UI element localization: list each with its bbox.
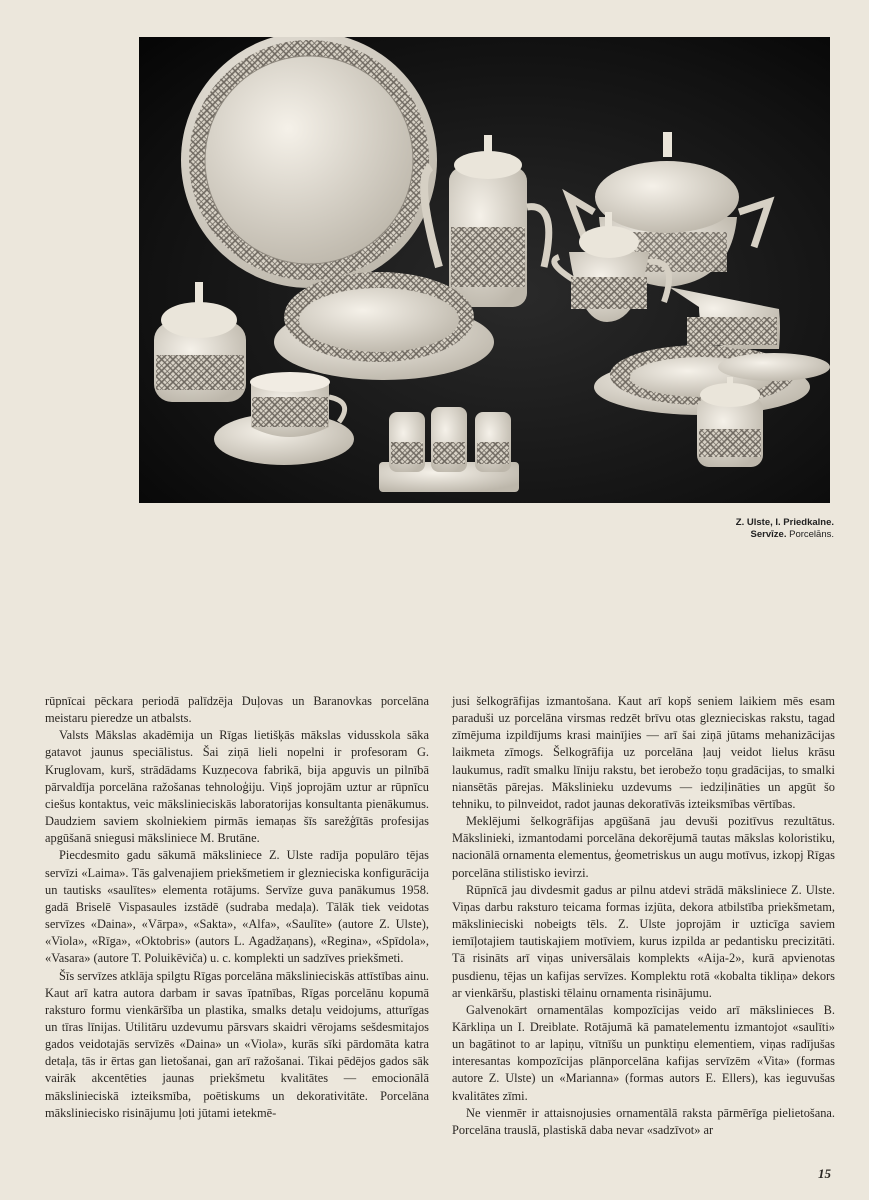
paragraph: Galvenokārt ornamentālas kompozīcijas veido arī mākslinieces B. Kārkliņa un I. Dreiblate. Rotājumā kā pamatelementu izmantojot «saulīti» un bagātinot to ar lapiņu, vītnīšu un punktiņu elementiem, viņas radījušas interesantas kompozīcijas plānporcelāna kafijas servīzēm «Vita» (formas autore Z. Ulste) un «Marianna» (formas autors E. Ellers), kas ieguvušas kvalitātes zīmi. (452, 1002, 835, 1103)
caption-authors: Z. Ulste, I. Priedkalne. (735, 517, 834, 528)
porcelain-service-photo (139, 37, 830, 503)
coffee-pot (424, 135, 549, 307)
photo-caption (614, 517, 834, 541)
caption-material: Porcelāns. (789, 529, 834, 540)
paragraph: Valsts Mākslas akadēmija un Rīgas lietišķās mākslas vidusskola sāka gatavot jaunus speciālistus. Šai ziņā lieli nopelni ir profesoram G. Kruglovam, kurš, strādādams Kuzņecova fabrikā, bija apguvis un pilnībā pārvaldīja porcelāna ražošanas tehnoloģiju. Viņš joprojām uztur ar rūpnīcu ciešus kontaktus, veic mākslinieciskās laboratorijas konsultanta pienākumus. Daudziem saviem skolniekiem pirmās iemaņas šīs sarežģītās profesijas apgūšanā sniegusi māksliniece M. Brutāne. (45, 728, 429, 846)
sugar-bowl (154, 282, 246, 402)
right-column (452, 693, 835, 1139)
paragraph: rūpnīcai pēckara periodā palīdzēja Duļovas un Baranovkas porcelāna meistaru pieredze un atbalsts. (45, 694, 429, 726)
left-column (45, 693, 429, 1122)
page-number: 15 (818, 1166, 831, 1181)
paragraph: Ne vienmēr ir attaisnojusies ornamentālā raksta pārmērīga pielietošana. Porcelāna trauslā, plastiskā daba nevar «sadzīvot» ar (452, 1105, 835, 1137)
paragraph: Meklējumi šelkogrāfijas apgūšanā jau devuši pozitīvus rezultātus. Mākslinieki, izmantodami porcelāna dekorējumā tautas mākslas koloristiku, nacionālā ornamenta elementus, ģeometriskus un augu motīvus, izkopj Rīgas porcelāna stilistisko ievirzi. (452, 814, 835, 880)
paragraph: Šīs servīzes atklāja spilgtu Rīgas porcelāna mākslinieciskās attīstības ainu. Kaut arī katra autora darbam ir savas īpatnības, Rīgas porcelānu kopumā raksturo formu vienkāršība un plastika, smalks detaļu veidojums, atturīgas un tīras līnijas. Utilitāru uzdevumu pārsvars skaidri vērojams sešdesmitajos gados veidotajās servīzēs «Daina» un «Viola», kurās sīki pārdomāta katra detaļa, tās ir ērtas gan lietošanai, gan arī ražošanai. Tikai pēdējos gados sāk vairāk akcentēties jaunas priekšmetu kvalitātes — emocionālā mākslinieciskā izteiksmība, poētiskums un dekorativitāte. Porcelāna mākslinieciskо risinājumu ļoti jūtami ietekmē- (45, 968, 429, 1120)
cruet-set (379, 407, 519, 492)
paragraph: Piecdesmito gadu sākumā māksliniece Z. Ulste radīja populāro tējas servīzi «Laima». Tās galvenajiem priekšmetiem ir gleznieciska konfigurācija un tautisks «saulītes» elementa rotājums. Servīze guva panākumus 1958. gadā Briselē Vispasaules izstādē (sudraba medaļa). Tālāk tiek veidotas servīzes «Daina», «Vārpa», «Sakta», «Alfa», «Saulīte» (autore Z. Ulste), «Viola», «Rīga», «Oktobris» (autors L. Agadžaņans), «Regina», «Spīdola», «Vasara» (autore T. Poluikēviča) u. c. komplekti un sadzīves priekšmeti. (45, 848, 429, 966)
paragraph: jusi šelkogrāfijas izmantošana. Kaut arī kopš seniem laikiem mēs esam paraduši uz porcelāna virsmas redzēt brīvu otas gleznieciskas rakstu, tagad zīmējuma izpildījums krasi mainījies — arī šai ziņā jūtams mehanizācijas laikmeta zīmogs. Šelkogrāfija uz porcelāna ļauj veidot lielus krāsu laukumus, radīt smalku līniju rakstu, bet ierobežo toņu gradācijas, to smalki niansētās pārejas. Mākslinieku uzdevums — iedziļināties un apgūt šo tehniku, to pilnveidot, radot jaunas dekoratīvās izteiksmības vērtības. (452, 694, 835, 811)
caption-work: Servīze. (750, 529, 787, 540)
paragraph: Rūpnīcā jau divdesmit gadus ar pilnu atdevi strādā māksliniece Z. Ulste. Viņas darbu raksturo teicama formas izjūta, dekora atbilstība priekšmetam, mākslinieciski nobeigts tēls. Z. Ulste joprojām ir uzticīga saviem iemīļotajiem tautiskajiem motīviem, kurus izpilda ar pedantisku precizitāti. Tā risināts arī viņas universālais komplekts «Aija-2», kurā apvienotas pusdienu, tējas un kafijas servīzes. Komplektu rotā «kobalta tikliņa» dekors ar vienkāršu, plastiski tēlainu ornamenta risinājumu. (452, 882, 835, 1000)
small-sugar-bowl (697, 377, 763, 467)
large-plate (181, 37, 437, 288)
